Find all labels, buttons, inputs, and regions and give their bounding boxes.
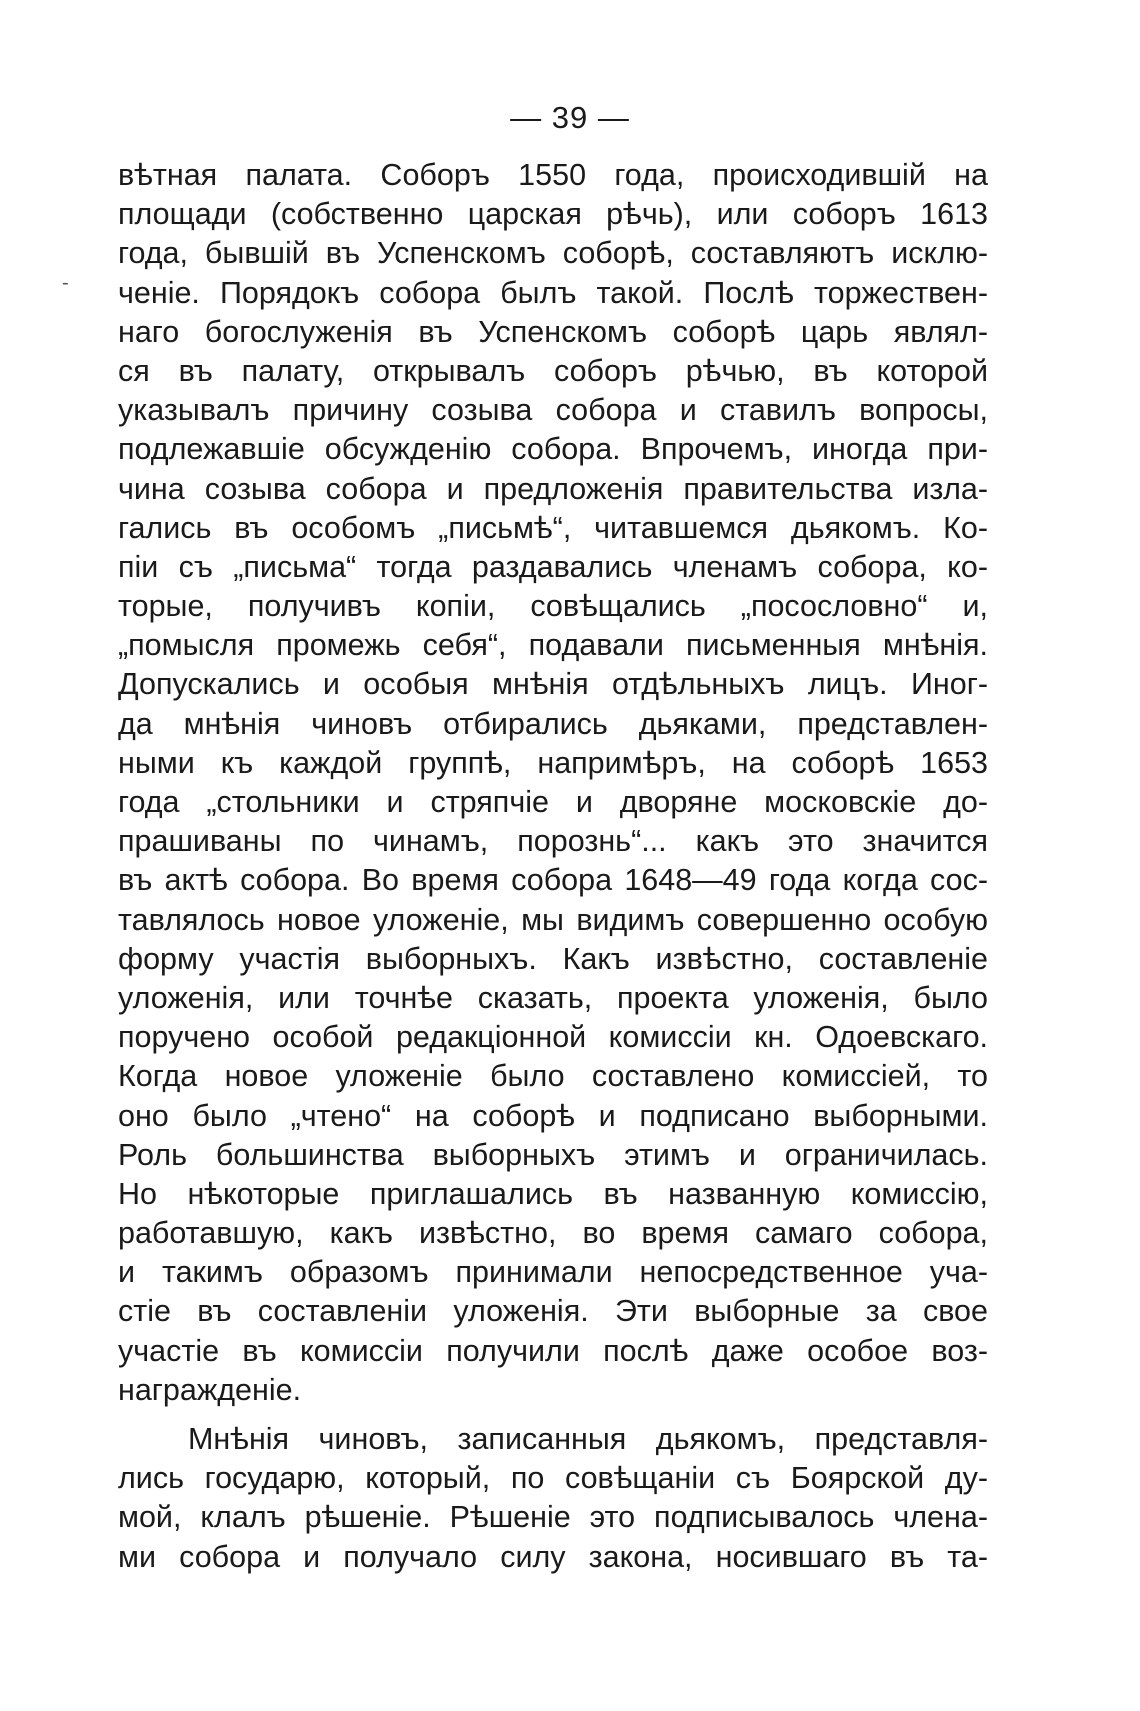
text-line: ченіе. Порядокъ собора былъ такой. Послѣ торжествен- bbox=[118, 275, 988, 310]
text-line: тавлялось новое уложеніе, мы видимъ совершенно особую bbox=[118, 902, 988, 937]
text-line: награжденіе. bbox=[118, 1372, 302, 1407]
text-line: указывалъ причину созыва собора и ставилъ вопросы, bbox=[118, 393, 988, 428]
margin-mark: - bbox=[62, 272, 69, 294]
page-number: — 39 — bbox=[510, 100, 630, 135]
text-line: чина созыва собора и предложенія правительства изла- bbox=[118, 471, 988, 506]
paragraph-gap bbox=[118, 1410, 988, 1420]
text-line: Допускались и особыя мнѣнія отдѣльныхъ лицъ. Иног- bbox=[118, 667, 988, 702]
text-line: года „стольники и стряпчіе и дворяне московскіе до- bbox=[118, 785, 988, 819]
text-line: Роль большинства выборныхъ этимъ и ограничилась. bbox=[118, 1137, 988, 1172]
text-line: поручено особой редакціонной комиссіи кн. Одоевскаго. bbox=[118, 1020, 988, 1055]
text-line: участіе въ комиссіи получили послѣ даже особое воз- bbox=[118, 1333, 988, 1368]
text-line: прашиваны по чинамъ, порознь“... какъ это значится bbox=[118, 824, 988, 859]
text-line: лись государю, который, по совѣщаніи съ Боярской ду- bbox=[118, 1461, 988, 1496]
text-line: Мнѣнія чиновъ, записанныя дьякомъ, представля- bbox=[188, 1422, 988, 1456]
text-line: торые, получивъ копіи, совѣщались „посословно“ и, bbox=[118, 589, 988, 624]
text-line: Но нѣкоторые приглашались въ названную комиссію, bbox=[118, 1176, 988, 1211]
text-line: ными къ каждой группѣ, напримѣръ, на соборѣ 1653 bbox=[118, 745, 988, 780]
text-line: піи съ „письма“ тогда раздавались членамъ собора, ко- bbox=[118, 549, 988, 584]
paragraph-2 bbox=[118, 1420, 988, 1577]
text-line: стіе въ составленіи уложенія. Эти выборные за свое bbox=[118, 1294, 988, 1329]
text-line: Когда новое уложеніе было составлено комиссіей, то bbox=[118, 1059, 988, 1094]
text-line: уложенія, или точнѣе сказать, проекта уложенія, было bbox=[118, 980, 988, 1015]
body-text bbox=[118, 156, 988, 1577]
text-line: работавшую, какъ извѣстно, во время самаго собора, bbox=[118, 1216, 988, 1251]
text-line: да мнѣнія чиновъ отбирались дьяками, представлен- bbox=[118, 706, 988, 741]
text-line: въ актѣ собора. Во время собора 1648—49 года когда сос- bbox=[118, 863, 988, 898]
text-line: гались въ особомъ „письмѣ“, читавшемся дьякомъ. Ко- bbox=[118, 510, 988, 545]
text-line: и такимъ образомъ принимали непосредственное уча- bbox=[118, 1255, 988, 1290]
text-line: вѣтная палата. Соборъ 1550 года, происходившій на bbox=[118, 158, 988, 192]
paragraph-1 bbox=[118, 156, 988, 1410]
text-line: „помысля промежь себя“, подавали письменныя мнѣнія. bbox=[118, 628, 988, 663]
text-line: мой, клалъ рѣшеніе. Рѣшеніе это подписывалось члена- bbox=[118, 1500, 988, 1535]
text-line: форму участія выборныхъ. Какъ извѣстно, составленіе bbox=[118, 941, 988, 976]
text-line: ся въ палату, открывалъ соборъ рѣчью, въ которой bbox=[118, 353, 988, 388]
text-line: оно было „чтено“ на соборѣ и подписано выборными. bbox=[118, 1098, 988, 1133]
text-line: площади (собственно царская рѣчь), или соборъ 1613 bbox=[118, 197, 988, 232]
text-line: года, бывшій въ Успенскомъ соборѣ, составляютъ исклю- bbox=[118, 236, 988, 271]
text-line: ми собора и получало силу закона, носившаго въ та- bbox=[118, 1539, 988, 1574]
text-line: подлежавшіе обсужденію собора. Впрочемъ, иногда при- bbox=[118, 432, 988, 467]
text-line: наго богослуженія въ Успенскомъ соборѣ царь являл- bbox=[118, 314, 988, 349]
